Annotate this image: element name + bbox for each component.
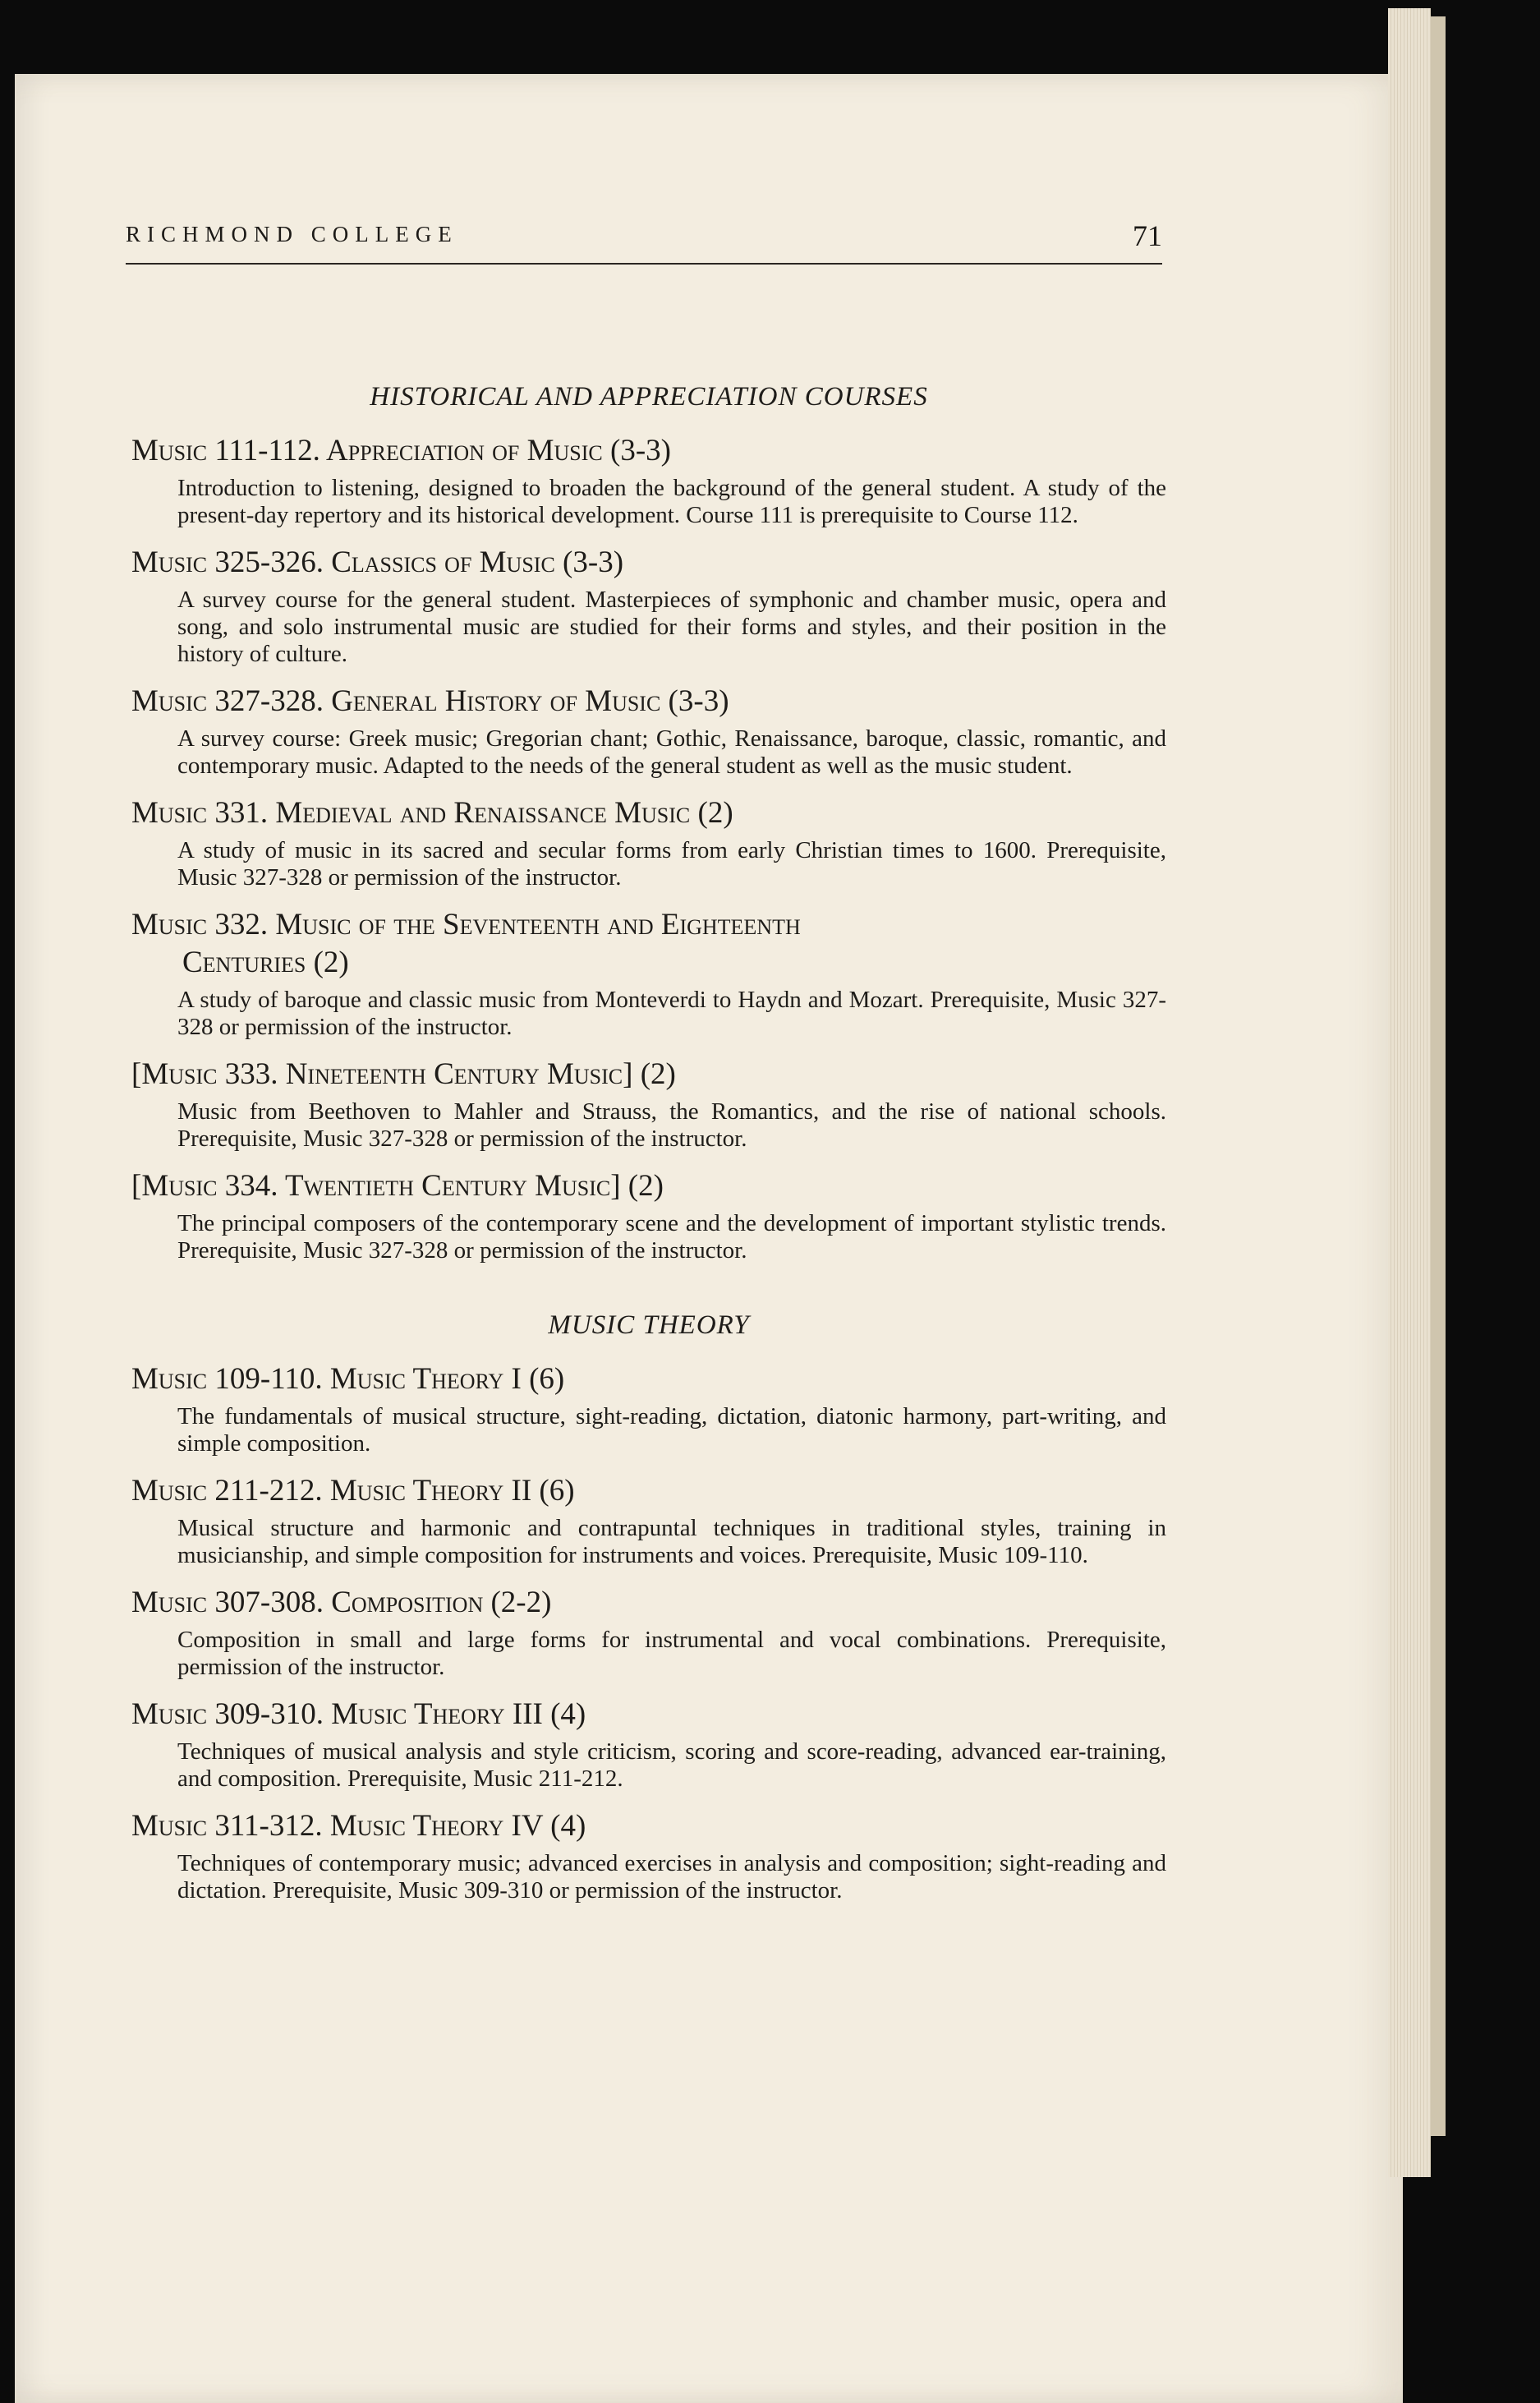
course-heading: Music 331. Medieval and Renaissance Music (2) xyxy=(131,796,733,830)
course-description: The principal composers of the contemporary scene and the development of important stylistic trends. Prerequisite, Music 327-328 or permission of the instructor. xyxy=(177,1210,1166,1264)
course-description: Composition in small and large forms for instrumental and vocal combinations. Prerequisite, permission of the instructor. xyxy=(177,1627,1166,1680)
course-description: A study of music in its sacred and secular forms from early Christian times to 1600. Prerequisite, Music 327-328 or permission of the instructor. xyxy=(177,837,1166,891)
course-description: The fundamentals of musical structure, sight-reading, dictation, diatonic harmony, part-writing, and simple composition. xyxy=(177,1403,1166,1457)
course-description: Techniques of musical analysis and style criticism, scoring and score-reading, advanced ear-training, and composition. Prerequisite, Music 211-212. xyxy=(177,1738,1166,1792)
page-number: 71 xyxy=(1133,219,1162,252)
course-heading-line: Music 332. Music of the Seventeenth and Eighteenth xyxy=(131,908,801,941)
course-entry xyxy=(131,1167,1166,1264)
course-entry xyxy=(131,544,1166,668)
course-entry xyxy=(131,1360,1166,1457)
book-cover-edge xyxy=(1431,16,1446,2136)
page-content xyxy=(131,382,1166,1919)
course-heading: Music 309-310. Music Theory III (4) xyxy=(131,1697,586,1731)
course-heading: Music 327-328. General History of Music (3-3) xyxy=(131,684,729,718)
course-description: A survey course for the general student. Masterpieces of symphonic and chamber music, opera and song, and solo instrumental music are studied for their forms and styles, and their position in the history of culture. xyxy=(177,587,1166,667)
course-entry xyxy=(131,906,1166,1041)
course-entry xyxy=(131,683,1166,780)
course-heading-continuation: Centuries (2) xyxy=(182,946,349,979)
course-description: A study of baroque and classic music from Monteverdi to Haydn and Mozart. Prerequisite, Music 327-328 or permission of the instructor. xyxy=(177,987,1166,1040)
course-heading: Music 109-110. Music Theory I (6) xyxy=(131,1362,565,1396)
course-entry xyxy=(131,1472,1166,1569)
course-entry xyxy=(131,1056,1166,1153)
course-description: Introduction to listening, designed to broaden the background of the general student. A study of the present-day repertory and its historical development. Course 111 is prerequisite to Course 112. xyxy=(177,475,1166,528)
course-entry xyxy=(131,794,1166,891)
page-edges xyxy=(1388,8,1431,2177)
section-historical xyxy=(131,382,1166,1264)
course-description: A survey course: Greek music; Gregorian chant; Gothic, Renaissance, baroque, classic, romantic, and contemporary music. Adapted to the needs of the general student as well as the music student. xyxy=(177,725,1166,779)
running-head-title: RICHMOND COLLEGE xyxy=(126,222,458,246)
section-title: HISTORICAL AND APPRECIATION COURSES xyxy=(370,382,928,412)
course-heading: [Music 334. Twentieth Century Music] (2) xyxy=(131,1169,664,1203)
course-heading: Music 311-312. Music Theory IV (4) xyxy=(131,1809,586,1843)
course-entry xyxy=(131,1807,1166,1904)
header-rule xyxy=(126,263,1162,265)
course-heading: Music 111-112. Appreciation of Music (3-3) xyxy=(131,434,671,467)
section-music-theory xyxy=(131,1310,1166,1904)
course-description: Techniques of contemporary music; advanced exercises in analysis and composition; sight-reading and dictation. Prerequisite, Music 309-310 or permission of the instructor. xyxy=(177,1850,1166,1904)
course-heading: Music 325-326. Classics of Music (3-3) xyxy=(131,546,624,579)
course-heading: Music 307-308. Composition (2-2) xyxy=(131,1586,552,1619)
course-entry xyxy=(131,1584,1166,1681)
section-title: MUSIC THEORY xyxy=(548,1310,750,1340)
course-heading: Music 211-212. Music Theory II (6) xyxy=(131,1474,575,1508)
course-heading: [Music 333. Nineteenth Century Music] (2) xyxy=(131,1057,676,1091)
course-description: Musical structure and harmonic and contrapuntal techniques in traditional styles, training in musicianship, and simple composition for instruments and voices. Prerequisite, Music 109-110. xyxy=(177,1515,1166,1568)
course-entry xyxy=(131,432,1166,529)
course-heading xyxy=(131,906,1166,982)
course-entry xyxy=(131,1696,1166,1793)
course-description: Music from Beethoven to Mahler and Strauss, the Romantics, and the rise of national schools. Prerequisite, Music 327-328 or permission of the instructor. xyxy=(177,1098,1166,1152)
running-head xyxy=(126,214,1162,263)
